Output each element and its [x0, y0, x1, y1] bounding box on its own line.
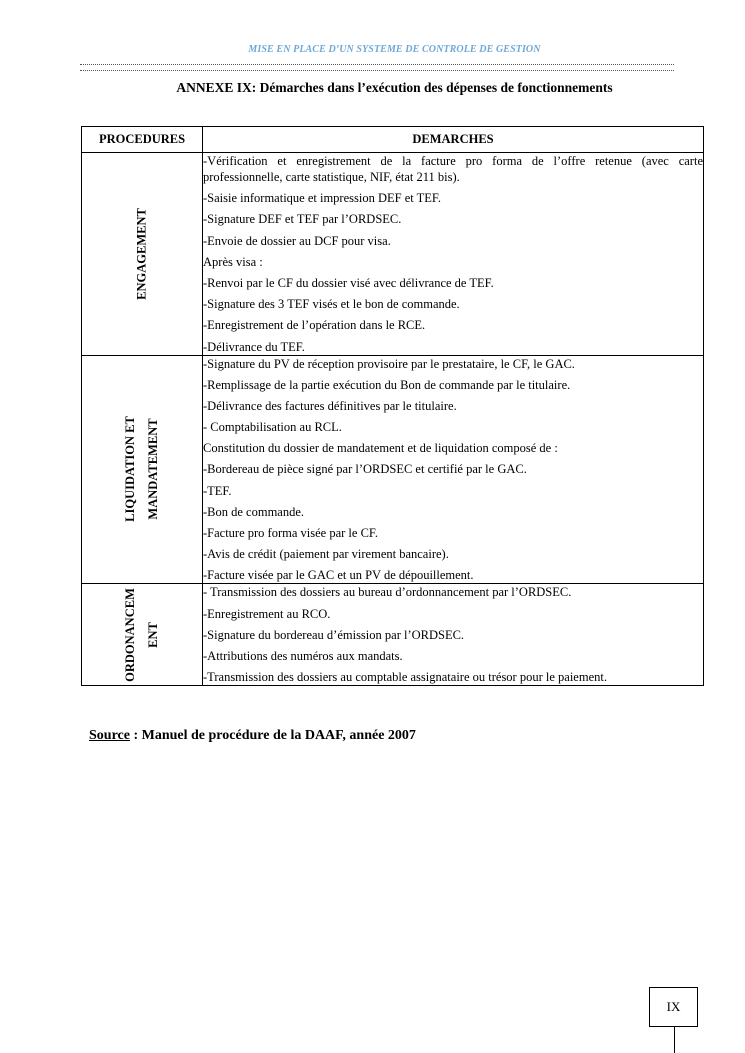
step-item: -TEF. — [203, 483, 232, 498]
step-item: -Enregistrement au RCO. — [203, 606, 331, 621]
procedure-label-ordonnancement: ORDONANCEM ENT — [123, 587, 160, 682]
table-row-liquidation — [82, 355, 704, 584]
step-item: -Attributions des numéros aux mandats. — [203, 648, 403, 663]
step-item: -Signature des 3 TEF visés et le bon de commande. — [203, 297, 460, 312]
step-item: -Transmission des dossiers au comptable assignataire ou trésor pour le paiement. — [203, 670, 607, 685]
step-item: -Délivrance du TEF. — [203, 339, 305, 354]
step-item: -Bon de commande. — [203, 504, 305, 519]
procedure-cell-liquidation — [82, 355, 203, 584]
step-item: -Signature du bordereau d’émission par l’ORDSEC. — [203, 627, 465, 642]
step-item: -Bordereau de pièce signé par l’ORDSEC et certifié par le GAC. — [203, 462, 527, 477]
table-row-ordonnancement — [82, 584, 704, 686]
steps-cell-engagement — [203, 153, 704, 356]
step-item: -Délivrance des factures définitives par le titulaire. — [203, 398, 457, 413]
step-item: -Avis de crédit (paiement par virement bancaire). — [203, 547, 449, 562]
step-item: -Signature du PV de réception provisoire par le prestataire, le CF, le GAC. — [203, 356, 575, 371]
source-text: : Manuel de procédure de la DAAF, année 2007 — [129, 728, 416, 743]
step-item: Après visa : — [203, 254, 263, 269]
procedure-label-liquidation: LIQUIDATION ET MANDATEMENT — [123, 416, 160, 523]
column-header-procedures: PROCEDURES — [82, 127, 203, 153]
column-header-demarches: DEMARCHES — [203, 127, 704, 153]
step-item: -Facture pro forma visée par le CF. — [203, 526, 378, 540]
steps-cell-ordonnancement — [203, 584, 704, 686]
annex-title: ANNEXE IX: Démarches dans l’exécution des dépenses de fonctionnements — [176, 80, 613, 95]
procedures-table — [81, 126, 704, 686]
step-item: -Facture visée par le GAC et un PV de dépouillement. — [203, 568, 474, 583]
step-item: -Saisie informatique et impression DEF et TEF. — [203, 191, 441, 206]
step-item: -Remplissage de la partie exécution du Bon de commande par le titulaire. — [203, 377, 571, 392]
table-header-row — [82, 127, 704, 153]
running-header: MISE EN PLACE D’UN SYSTEME DE CONTROLE DE GESTION — [248, 44, 541, 55]
page-number: IX — [649, 987, 698, 1027]
header-divider — [80, 64, 674, 71]
procedure-cell-engagement — [82, 153, 203, 356]
step-item: -Renvoi par le CF du dossier visé avec délivrance de TEF. — [203, 275, 494, 290]
page-number-tick — [674, 1026, 675, 1053]
step-item: -Enregistrement de l’opération dans le RCE. — [203, 318, 426, 333]
step-item: - Comptabilisation au RCL. — [203, 420, 342, 435]
step-item: - Transmission des dossiers au bureau d’ordonnancement par l’ORDSEC. — [203, 585, 572, 600]
step-item: Constitution du dossier de mandatement et de liquidation composé de : — [203, 441, 558, 456]
step-item: -Envoie de dossier au DCF pour visa. — [203, 233, 391, 248]
step-item: -Vérification et enregistrement de la facture pro forma de l’offre retenue (avec carte professionnelle, carte statistique, NIF, état 211 bis). — [203, 154, 703, 184]
procedure-cell-ordonnancement — [82, 584, 203, 686]
procedure-label-engagement: ENGAGEMENT — [134, 207, 149, 300]
table-row-engagement — [82, 153, 704, 356]
step-item: -Signature DEF et TEF par l’ORDSEC. — [203, 212, 402, 227]
source-label: Source — [89, 728, 130, 743]
source-note — [89, 728, 416, 744]
steps-cell-liquidation — [203, 355, 704, 584]
